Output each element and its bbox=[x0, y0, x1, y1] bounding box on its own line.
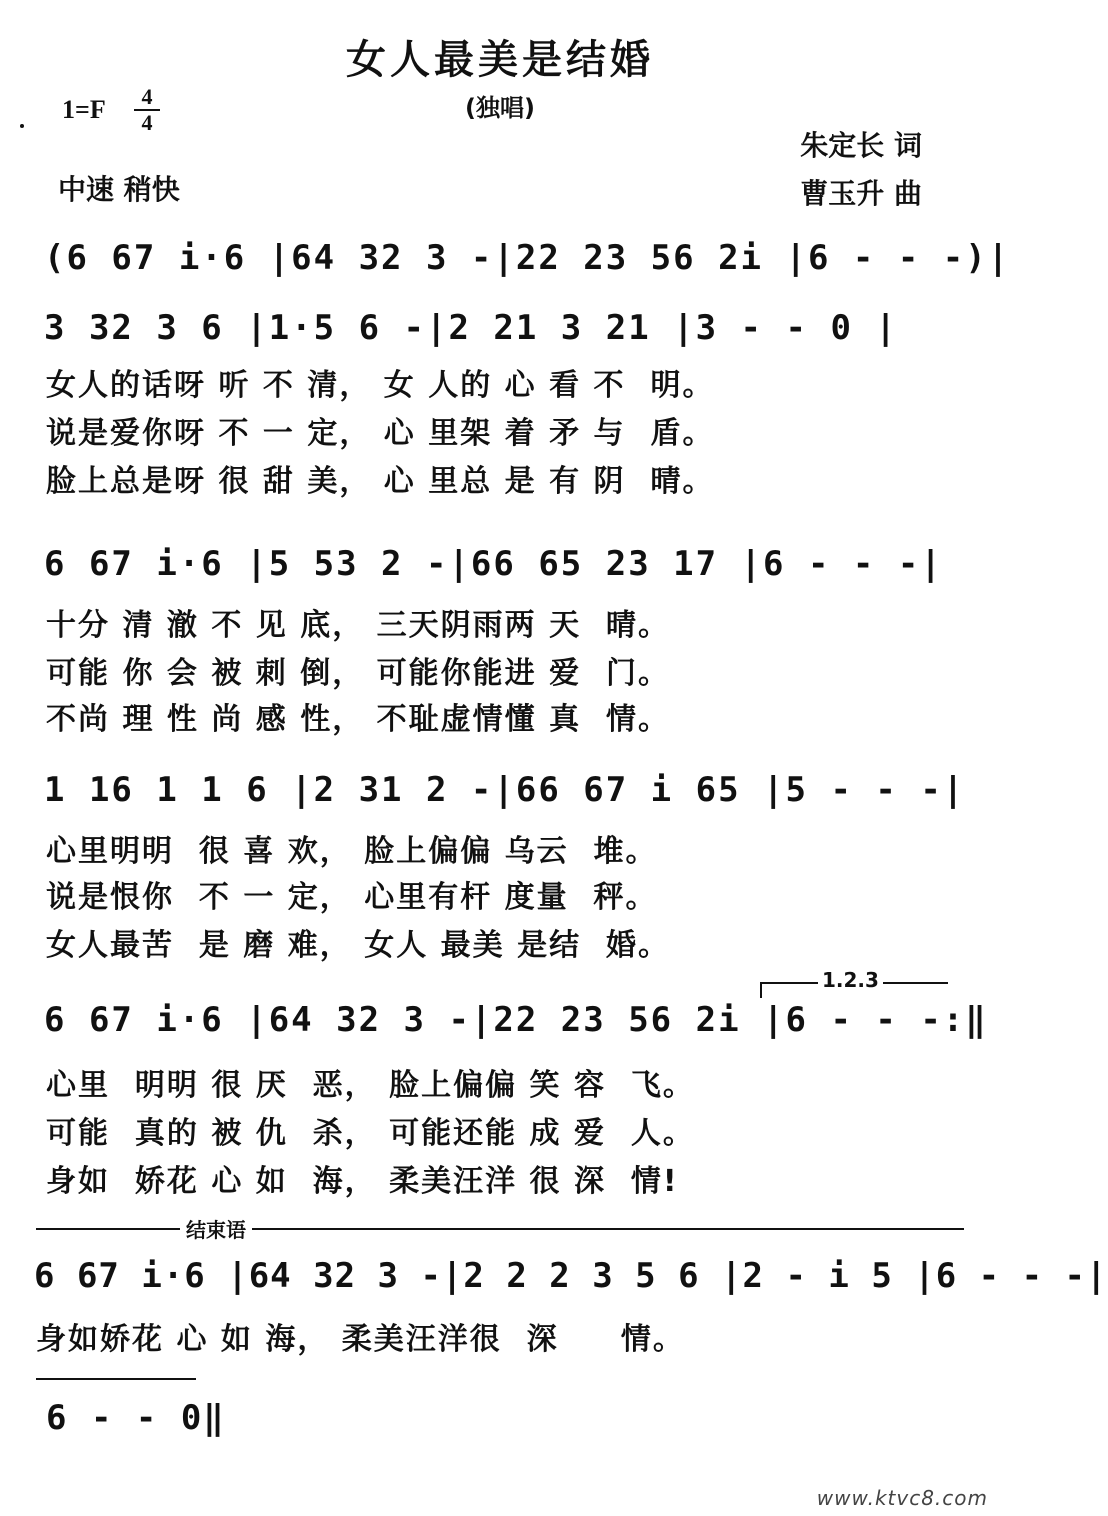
lyric-line: 可能 真的 被 仇 杀， 可能还能 成 爱 人。 bbox=[46, 1116, 695, 1151]
lyricist-credit: 朱定长 词 bbox=[800, 129, 922, 162]
notation-line-verse-a: 3 32 3 6 |1·5 6 -|2 21 3 21 |3 - - 0 | bbox=[44, 308, 898, 348]
coda-label: 结束语 bbox=[180, 1214, 252, 1243]
lyric-line: 心里明明 很 喜 欢， 脸上偏偏 乌云 堆。 bbox=[46, 834, 658, 869]
lyric-line: 可能 你 会 被 刺 倒， 可能你能进 爱 门。 bbox=[46, 656, 670, 691]
time-denominator: 4 bbox=[141, 110, 153, 135]
composer-credit: 曹玉升 曲 bbox=[800, 177, 922, 210]
final-tie bbox=[36, 1378, 196, 1380]
song-title: 女人最美是结婚 bbox=[346, 36, 654, 83]
lyric-line: 女人的话呀 听 不 清， 女 人的 心 看 不 明。 bbox=[46, 368, 715, 403]
lyric-line: 脸上总是呀 很 甜 美， 心 里总 是 有 阴 晴。 bbox=[46, 464, 715, 499]
notation-line-coda: 6 67 i·6 |64 32 3 -|2 2 2 3 5 6 |2 - i 5 |6 - - -| bbox=[34, 1256, 1108, 1296]
notation-line-verse-c: 1 16 1 1 6 |2 31 2 -|66 67 i 65 |5 - - -| bbox=[44, 770, 966, 810]
lyric-line: 女人最苦 是 磨 难， 女人 最美 是结 婚。 bbox=[46, 928, 670, 963]
stray-mark bbox=[20, 124, 24, 128]
lyric-line: 十分 清 澈 不 见 底， 三天阴雨两 天 晴。 bbox=[46, 608, 670, 643]
lyric-line: 不尚 理 性 尚 感 性， 不耻虚情懂 真 情。 bbox=[46, 702, 670, 737]
notation-line-verse-d: 6 67 i·6 |64 32 3 -|22 23 56 2i |6 - - -:‖ bbox=[44, 1000, 988, 1040]
lyric-line: 说是爱你呀 不 一 定， 心 里架 着 矛 与 盾。 bbox=[46, 416, 715, 451]
notation-line-verse-b: 6 67 i·6 |5 53 2 -|66 65 23 17 |6 - - -| bbox=[44, 544, 943, 584]
performance-type: (独唱) bbox=[465, 94, 535, 122]
lyric-line: 说是恨你 不 一 定， 心里有杆 度量 秤。 bbox=[46, 880, 658, 915]
notation-line-intro: (6 67 i·6 |64 32 3 -|22 23 56 2i |6 - - -)| bbox=[44, 238, 1011, 278]
time-signature bbox=[134, 86, 160, 134]
time-numerator: 4 bbox=[141, 84, 153, 109]
lyric-line: 身如 娇花 心 如 海， 柔美汪洋 很 深 情! bbox=[46, 1164, 679, 1199]
watermark: www.ktvc8.com bbox=[816, 1486, 988, 1510]
notation-line-final: 6 - - 0‖ bbox=[46, 1398, 226, 1438]
lyric-line: 心里 明明 很 厌 恶， 脸上偏偏 笑 容 飞。 bbox=[46, 1068, 695, 1103]
tempo-marking: 中速 稍快 bbox=[58, 173, 180, 206]
key-signature: 1=F bbox=[62, 95, 106, 124]
lyric-line: 身如娇花 心 如 海， 柔美汪洋很 深 情。 bbox=[36, 1322, 685, 1357]
coda-bracket bbox=[36, 1228, 964, 1230]
volta-label: 1.2.3 bbox=[818, 968, 883, 992]
